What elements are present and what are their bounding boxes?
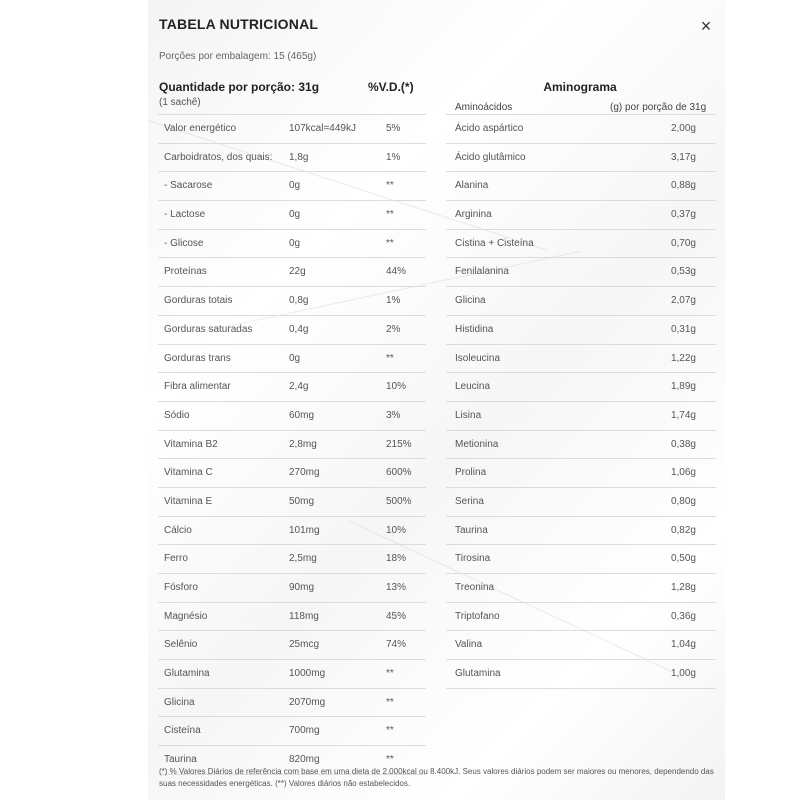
nutrient-name: Selênio: [164, 639, 198, 651]
table-row: [446, 345, 716, 374]
nutrient-name: Proteínas: [164, 266, 207, 278]
table-row: [158, 144, 426, 173]
table-row: [158, 201, 426, 230]
nutrient-daily-value: 45%: [386, 610, 407, 622]
close-icon[interactable]: ×: [700, 16, 712, 36]
nutrient-name: Carboidratos, dos quais:: [164, 151, 273, 163]
table-row: [158, 689, 426, 718]
amino-acid-name: Lisina: [455, 409, 482, 421]
nutrient-daily-value: 74%: [386, 639, 407, 651]
table-row: [446, 603, 716, 632]
amino-acid-name: Leucina: [455, 381, 491, 393]
amino-acid-value: 0,31g: [670, 323, 696, 335]
nutrient-amount: 0g: [289, 180, 301, 192]
table-row: [158, 172, 426, 201]
nutrient-amount: 2,4g: [289, 381, 309, 393]
table-row: [158, 431, 426, 460]
nutrient-daily-value: **: [386, 696, 394, 708]
table-row: [446, 631, 716, 660]
amino-acid-value: 1,22g: [670, 352, 696, 364]
serving-size-heading: Quantidade por porção: 31g: [159, 80, 320, 94]
table-row: [158, 345, 426, 374]
table-row: [446, 114, 716, 144]
nutrient-amount: 0,4g: [289, 323, 309, 335]
table-row: [446, 402, 716, 431]
nutrient-name: Gorduras trans: [164, 352, 231, 364]
nutrient-name: Ferro: [164, 553, 188, 565]
nutrient-amount: 2070mg: [289, 696, 326, 708]
nutrient-name: Gorduras saturadas: [164, 323, 253, 335]
table-row: [158, 459, 426, 488]
nutrient-name: Vitamina C: [164, 467, 213, 479]
nutrient-daily-value: 5%: [386, 123, 401, 134]
nutrient-amount: 1000mg: [289, 668, 326, 680]
nutrient-amount: 700mg: [289, 725, 320, 737]
amino-acid-name: Glicina: [455, 295, 486, 307]
table-row: [158, 287, 426, 316]
nutrient-daily-value: **: [386, 352, 394, 364]
nutrient-daily-value: 3%: [386, 409, 401, 421]
serving-unit-note: (1 sachê): [159, 97, 201, 108]
amino-acid-name: Metionina: [455, 438, 499, 450]
table-row: [446, 660, 716, 689]
nutrient-daily-value: **: [386, 754, 394, 766]
amino-acid-value: 0,36g: [670, 610, 696, 622]
nutrient-daily-value: **: [386, 237, 394, 249]
nutrient-name: - Glicose: [164, 237, 204, 249]
nutrition-table: [158, 114, 426, 775]
table-row: [446, 373, 716, 402]
amino-acid-name: Valina: [455, 639, 483, 651]
amino-acid-name: Arginina: [455, 209, 492, 221]
table-row: [446, 316, 716, 345]
daily-value-heading: %V.D.(*): [368, 80, 414, 94]
amino-acid-name: Tirosina: [455, 553, 491, 565]
nutrient-name: Fósforo: [164, 582, 198, 593]
footnote: (*) % Valores Diários de referência com base em uma dieta de 2.000kcal ou 8.400kJ. Seus valores diários podem ser maiores ou menores, dependendo das suas necessidades energéticas. (**) Valores diários não estabelecidos.: [159, 767, 714, 788]
table-row: [446, 459, 716, 488]
table-row: [446, 144, 716, 173]
portions-per-package: Porções por embalagem: 15 (465g): [159, 51, 317, 62]
amino-acid-value: 0,37g: [670, 209, 696, 221]
nutrient-amount: 118mg: [289, 610, 319, 622]
nutrient-name: Sódio: [164, 409, 190, 421]
nutrient-daily-value: 10%: [386, 524, 407, 536]
nutrient-daily-value: 2%: [386, 323, 401, 335]
amino-acid-value: 0,70g: [670, 237, 696, 249]
table-row: [158, 631, 426, 660]
table-row: [446, 287, 716, 316]
nutrient-name: - Sacarose: [164, 180, 213, 192]
table-row: [158, 488, 426, 517]
nutrient-daily-value: 10%: [386, 381, 407, 393]
table-row: [446, 431, 716, 460]
nutrient-daily-value: 1%: [386, 151, 401, 163]
nutrient-amount: 0g: [289, 237, 301, 249]
table-row: [446, 258, 716, 287]
table-row: [446, 172, 716, 201]
nutrient-amount: 22g: [289, 266, 306, 278]
nutrient-name: Fibra alimentar: [164, 381, 231, 393]
amino-acid-value: 0,82g: [670, 524, 696, 536]
nutrient-daily-value: **: [386, 725, 394, 737]
amino-acid-name: Fenilalanina: [455, 266, 509, 278]
amino-acid-value: 3,17g: [670, 151, 696, 163]
amino-acid-value: 2,00g: [670, 123, 696, 134]
amino-acid-name: Glutamina: [455, 668, 501, 680]
nutrient-daily-value: 600%: [386, 467, 412, 479]
nutrient-amount: 2,8mg: [289, 438, 317, 450]
nutrient-amount: 50mg: [289, 495, 315, 507]
nutrient-amount: 270mg: [289, 467, 320, 479]
table-row: [158, 373, 426, 402]
aminogram-col-value: (g) por porção de 31g: [610, 102, 707, 113]
amino-acid-value: 1,28g: [670, 582, 696, 593]
table-row: [158, 258, 426, 287]
amino-acid-value: 0,88g: [670, 180, 696, 192]
amino-acid-name: Treonina: [455, 582, 495, 593]
table-row: [158, 574, 426, 603]
nutrient-daily-value: 18%: [386, 553, 407, 565]
amino-acid-name: Cistina + Cisteína: [455, 237, 534, 249]
nutrient-amount: 0g: [289, 352, 301, 364]
nutrient-name: Cisteína: [164, 725, 201, 737]
nutrient-amount: 25mcg: [289, 639, 320, 651]
amino-acid-value: 0,80g: [670, 495, 696, 507]
nutrient-name: Gorduras totais: [164, 295, 233, 307]
aminogram-col-name: Aminoácidos: [455, 102, 513, 113]
nutrient-name: Glutamina: [164, 668, 210, 680]
amino-acid-name: Histidina: [455, 323, 494, 335]
nutrient-daily-value: 44%: [386, 266, 407, 278]
nutrient-amount: 0,8g: [289, 295, 309, 307]
nutrient-amount: 90mg: [289, 582, 315, 593]
nutrient-amount: 820mg: [289, 754, 320, 766]
table-row: [158, 402, 426, 431]
amino-acid-value: 0,50g: [670, 553, 696, 565]
nutrient-name: Vitamina E: [164, 495, 213, 507]
nutrient-daily-value: **: [386, 180, 394, 192]
amino-acid-value: 1,89g: [670, 381, 696, 393]
amino-acid-value: 0,38g: [670, 438, 696, 450]
modal-title: TABELA NUTRICIONAL: [159, 16, 319, 32]
amino-acid-name: Isoleucina: [455, 352, 501, 364]
amino-acid-value: 0,53g: [670, 266, 696, 278]
amino-acid-name: Serina: [455, 495, 484, 507]
table-row: [158, 517, 426, 546]
nutrient-name: Vitamina B2: [164, 438, 218, 450]
amino-acid-name: Ácido glutâmico: [455, 151, 526, 163]
nutrient-daily-value: **: [386, 668, 394, 680]
table-row: [158, 545, 426, 574]
nutrient-daily-value: 13%: [386, 582, 407, 593]
table-row: [158, 603, 426, 632]
amino-acid-value: 2,07g: [670, 295, 696, 307]
nutrient-amount: 101mg: [289, 524, 320, 536]
table-row: [446, 488, 716, 517]
nutrient-name: Taurina: [164, 754, 197, 766]
aminogram-heading: Aminograma: [543, 80, 617, 94]
nutrient-daily-value: 500%: [386, 495, 412, 507]
amino-acid-name: Alanina: [455, 180, 489, 192]
amino-acid-value: 1,74g: [670, 409, 696, 421]
nutrient-name: Magnésio: [164, 610, 208, 622]
nutrient-amount: 1,8g: [289, 151, 309, 163]
table-row: [158, 316, 426, 345]
nutrient-amount: 2,5mg: [289, 553, 317, 565]
amino-acid-value: 1,00g: [670, 668, 696, 680]
table-row: [446, 230, 716, 259]
amino-acid-name: Triptofano: [455, 610, 500, 622]
table-row: [446, 517, 716, 546]
nutrient-name: Valor energético: [164, 123, 237, 134]
amino-acid-name: Taurina: [455, 524, 488, 536]
table-row: [158, 660, 426, 689]
amino-acid-value: 1,06g: [670, 467, 696, 479]
table-row: [446, 574, 716, 603]
nutrient-name: Cálcio: [164, 524, 192, 536]
nutrient-daily-value: **: [386, 209, 394, 221]
table-row: [158, 114, 426, 144]
table-row: [446, 545, 716, 574]
nutrient-amount: 107kcal=449kJ: [289, 123, 356, 134]
nutrient-name: - Lactose: [164, 209, 206, 221]
nutrient-amount: 60mg: [289, 409, 315, 421]
nutrient-name: Glicina: [164, 696, 195, 708]
amino-acid-value: 1,04g: [670, 639, 696, 651]
nutrient-amount: 0g: [289, 209, 301, 221]
aminogram-table: [446, 114, 716, 689]
nutrient-daily-value: 1%: [386, 295, 401, 307]
amino-acid-name: Ácido aspártico: [455, 123, 524, 134]
table-row: [158, 717, 426, 746]
amino-acid-name: Prolina: [455, 467, 487, 479]
table-row: [446, 201, 716, 230]
nutrient-daily-value: 215%: [386, 438, 412, 450]
table-row: [158, 230, 426, 259]
